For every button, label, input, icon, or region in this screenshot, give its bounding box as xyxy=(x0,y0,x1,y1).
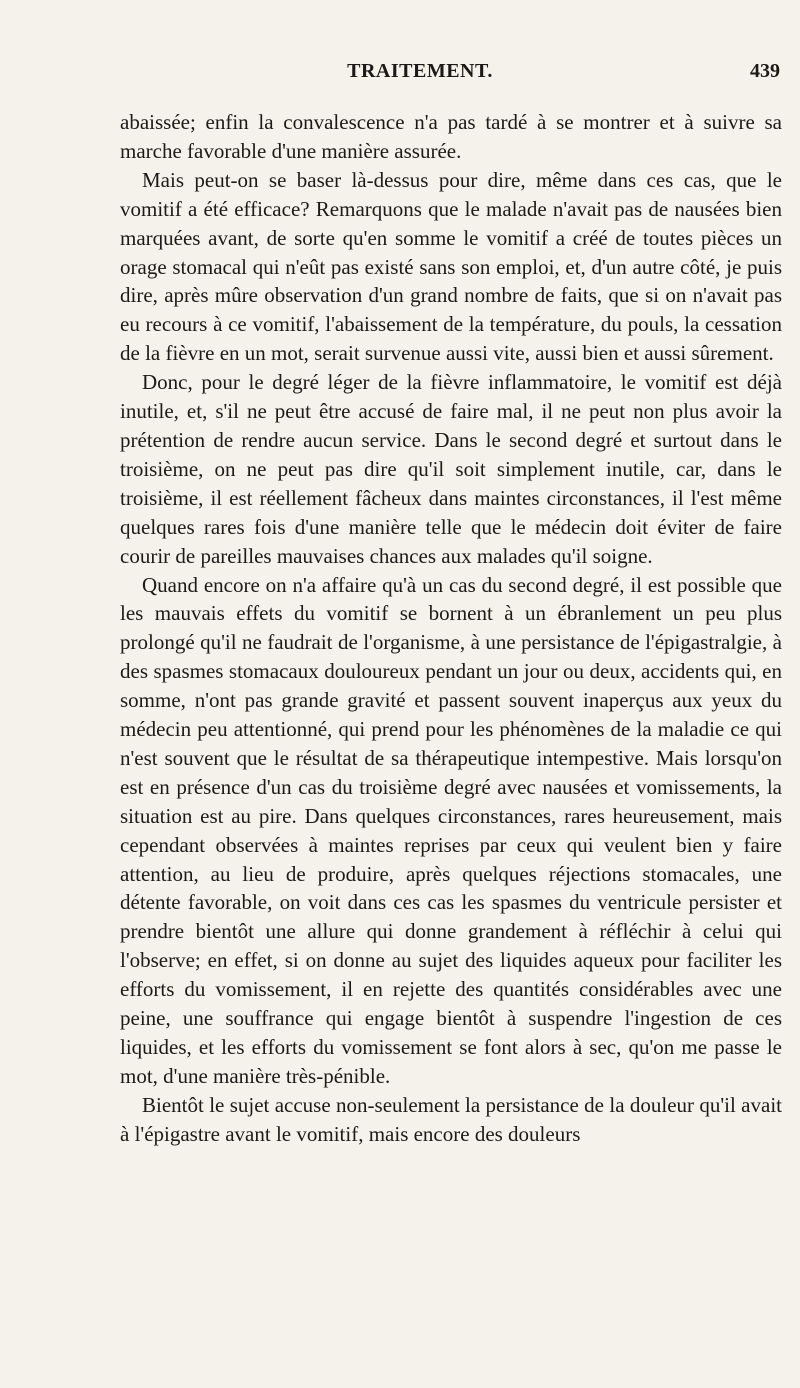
paragraph: Mais peut-on se baser là-dessus pour dire, même dans ces cas, que le vomitif a été efficace? Remarquons que le malade n'avait pas de nausées bien marquées avant, de sorte qu'en somme le vomitif a créé de toutes pièces un orage stomacal qui n'eût pas existé sans son emploi, et, d'un autre côté, je puis dire, après mûre observation d'un grand nombre de faits, que si on n'avait pas eu recours à ce vomitif, l'abaissement de la température, du pouls, la cessation de la fièvre en un mot, serait survenue aussi vite, aussi bien et aussi sûrement. xyxy=(120,167,782,366)
paragraph: Bientôt le sujet accuse non-seulement la persistance de la douleur qu'il avait à l'épigastre avant le vomitif, mais encore des douleurs xyxy=(120,1092,782,1146)
paragraph: abaissée; enfin la convalescence n'a pas tardé à se montrer et à suivre sa marche favorable d'une manière assurée. xyxy=(120,110,782,163)
running-title: TRAITEMENT. xyxy=(347,60,493,82)
page-number: 439 xyxy=(750,60,780,82)
page-header xyxy=(120,60,780,90)
paragraph: Donc, pour le degré léger de la fièvre inflammatoire, le vomitif est déjà inutile, et, s'il ne peut être accusé de faire mal, il ne peut non plus avoir la prétention de rendre aucun service. Dans le second degré et surtout dans le troisième, on ne peut pas dire qu'il soit simplement inutile, car, dans le troisième, il est réellement fâcheux dans maintes circonstances, il l'est même quelques rares fois d'une manière telle que le médecin doit éviter de faire courir de pareilles mauvaises chances aux malades qu'il soigne. xyxy=(120,370,782,568)
paragraph: Quand encore on n'a affaire qu'à un cas du second degré, il est possible que les mauvais effets du vomitif se bornent à un ébranlement un peu plus prolongé qu'il ne faudrait de l'organisme, à une persistance de l'épigastralgie, à des spasmes stomacaux douloureux pendant un jour ou deux, accidents qui, en somme, n'ont pas grande gravité et passent souvent inaperçus aux yeux du médecin peu attentionné, qui prend pour les phénomènes de la maladie ce qui n'est souvent que le résultat de sa thérapeutique intempestive. Mais lorsqu'on est en présence d'un cas du troisième degré avec nausées et vomissements, la situation est au pire. Dans quelques circonstances, rares heureusement, mais cependant observées à maintes reprises par ceux qui veulent bien y faire attention, au lieu de produire, après quelques réjections stomacales, une détente favorable, on voit dans ces cas les spasmes du ventricule persister et prendre bientôt une allure qui donne grandement à réfléchir à celui qui l'observe; en effet, si on donne au sujet des liquides aqueux pour faciliter les efforts du vomissement, il en rejette des quantités considérables avec une peine, une souffrance qui engage bientôt à suspendre l'ingestion de ces liquides, et les efforts du vomissement se font alors à sec, qu'on me passe le mot, d'une manière très-pénible. xyxy=(120,572,782,1088)
body-text xyxy=(120,108,782,1149)
